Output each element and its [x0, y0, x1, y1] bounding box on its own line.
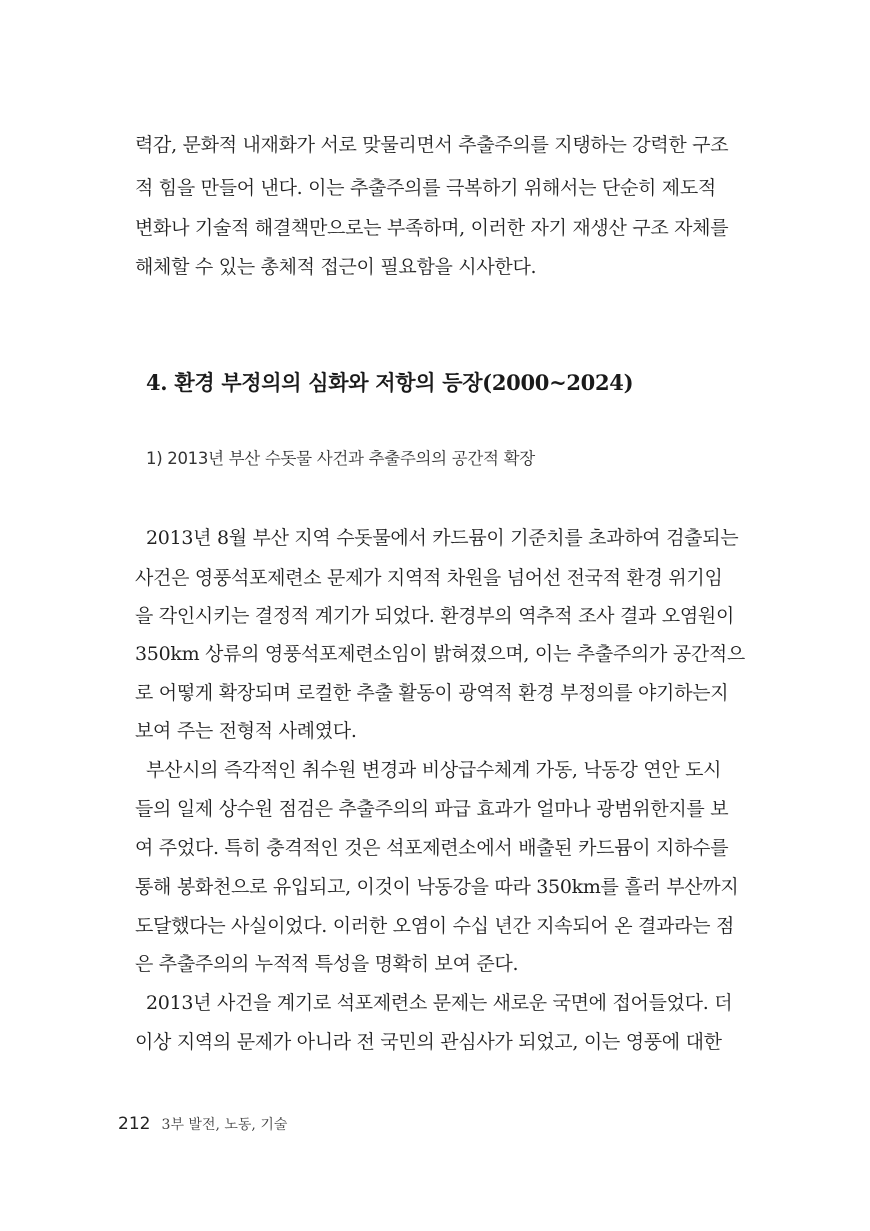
- subsection-heading: 1) 2013년 부산 수돗물 사건과 추출주의의 공간적 확장: [146, 449, 535, 468]
- text-line: 을 각인시키는 결정적 계기가 되었다. 환경부의 역추적 조사 결과 오염원이: [135, 605, 735, 627]
- text-line: 적 힘을 만들어 낸다. 이는 추출주의를 극복하기 위해서는 단순히 제도적: [135, 177, 716, 199]
- text-line: 도달했다는 사실이었다. 이러한 오염이 수십 년간 지속되어 온 결과라는 점: [135, 915, 735, 937]
- text-line: 통해 봉화천으로 유입되고, 이것이 낙동강을 따라 350km를 흘러 부산까지: [135, 876, 739, 898]
- text-line: 력감, 문화적 내재화가 서로 맞물리면서 추출주의를 지탱하는 강력한 구조: [135, 134, 729, 156]
- text-line: 2013년 사건을 계기로 석포제련소 문제는 새로운 국면에 접어들었다. 더: [146, 992, 733, 1014]
- text-line: 사건은 영풍석포제련소 문제가 지역적 차원을 넘어선 전국적 환경 위기임: [135, 567, 723, 589]
- text-line: 로 어떻게 확장되며 로컬한 추출 활동이 광역적 환경 부정의를 야기하는지: [135, 682, 729, 704]
- running-title: 3부 발전, 노동, 기술: [161, 1117, 288, 1133]
- text-line: 은 추출주의의 누적적 특성을 명확히 보여 준다.: [135, 953, 519, 975]
- section-heading: 4. 환경 부정의의 심화와 저항의 등장(2000~2024): [146, 370, 634, 395]
- text-line: 350km 상류의 영풍석포제련소임이 밝혀졌으며, 이는 추출주의가 공간적으: [135, 643, 745, 665]
- text-line: 부산시의 즉각적인 취수원 변경과 비상급수체계 가동, 낙동강 연안 도시: [146, 759, 722, 781]
- text-line: 들의 일제 상수원 점검은 추출주의의 파급 효과가 얼마나 광범위한지를 보: [135, 798, 729, 820]
- page-footer: [118, 1112, 287, 1137]
- text-line: 이상 지역의 문제가 아니라 전 국민의 관심사가 되었고, 이는 영풍에 대한: [135, 1031, 722, 1053]
- text-line: 여 주었다. 특히 충격적인 것은 석포제련소에서 배출된 카드뮴이 지하수를: [135, 837, 729, 859]
- text-line: 변화나 기술적 해결책만으로는 부족하며, 이러한 자기 재생산 구조 자체를: [135, 217, 729, 239]
- text-line: 2013년 8월 부산 지역 수돗물에서 카드뮴이 기준치를 초과하여 검출되는: [146, 527, 739, 549]
- page-number: 212: [118, 1114, 151, 1134]
- text-line: 보여 주는 전형적 사례였다.: [135, 720, 357, 742]
- text-line: 해체할 수 있는 총체적 접근이 필요함을 시사한다.: [135, 256, 537, 278]
